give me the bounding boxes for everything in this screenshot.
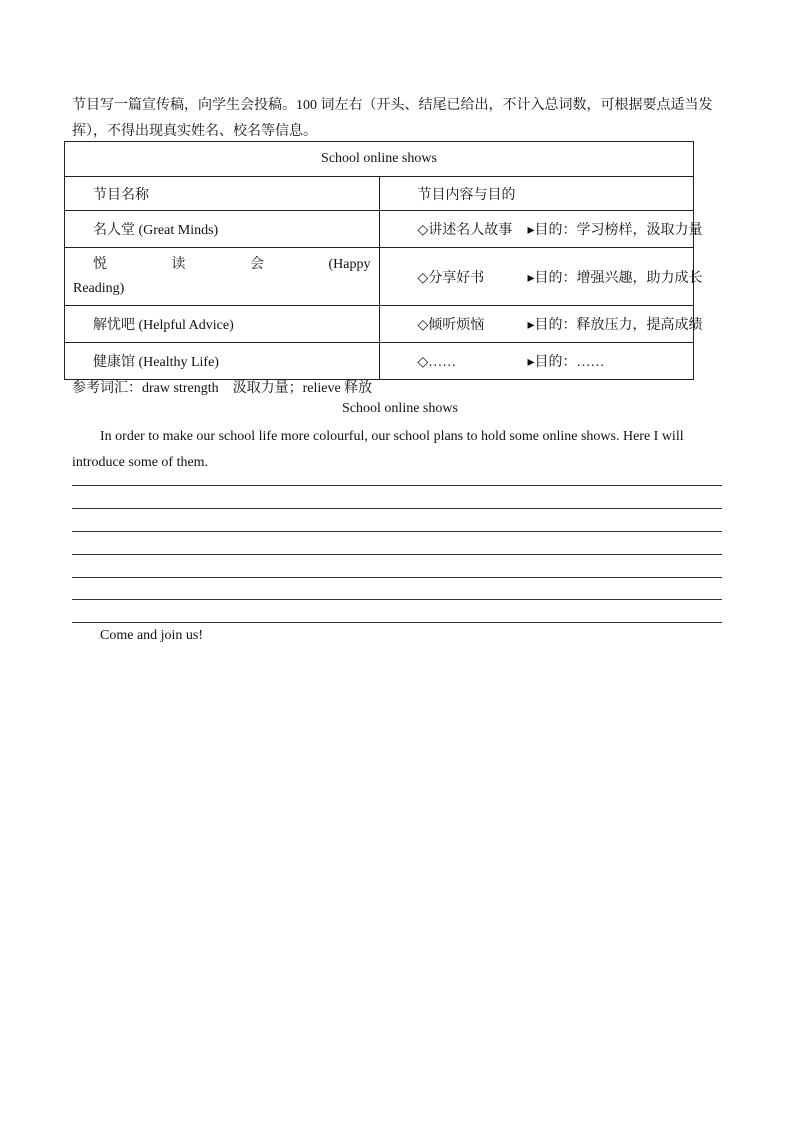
program-purpose: ▸目的：…… [527, 355, 605, 370]
instructions-line-2: 挥），不得出现真实姓名、校名等信息。 [72, 124, 317, 139]
program-content [379, 343, 694, 380]
program-content [379, 248, 703, 306]
program-content [379, 211, 703, 248]
essay-opening: In order to make our school life more colourful, our school plans to hold some online shows. Here I will introduce some of them. [72, 429, 684, 470]
answer-line[interactable] [72, 485, 722, 486]
program-name: 健康馆 (Healthy Life) [65, 343, 380, 380]
answer-line[interactable] [72, 622, 722, 623]
vocab-label: 参考词汇：draw strength [72, 381, 219, 396]
table-row [65, 343, 694, 380]
program-name-line-2: Reading) [73, 280, 125, 296]
header-program-name: 节目名称 [65, 177, 380, 211]
answer-line[interactable] [72, 599, 722, 600]
shows-table [64, 141, 703, 380]
reference-vocabulary [72, 377, 372, 397]
program-purpose: ▸目的：增强兴趣，助力成长 [527, 270, 703, 286]
table-row [65, 306, 694, 343]
program-purpose: ▸目的：学习榜样，汲取力量 [527, 223, 703, 238]
program-activity: ◇…… [417, 355, 457, 370]
program-name: 解忧吧 (Helpful Advice) [65, 306, 380, 343]
answer-line[interactable] [72, 508, 722, 509]
answer-line[interactable] [72, 531, 722, 532]
header-program-content: 节目内容与目的 [379, 177, 694, 211]
table-header-row [65, 177, 694, 211]
instructions [72, 93, 730, 145]
program-activity: ◇分享好书 [417, 270, 485, 286]
table-row [65, 248, 694, 306]
program-purpose: ▸目的：释放压力，提高成绩 [527, 318, 703, 333]
table-row [65, 211, 694, 248]
program-name-line-1: 悦 读 会 (Happy [93, 256, 371, 272]
program-name [65, 248, 380, 306]
program-content [379, 306, 703, 343]
essay-closing: Come and join us! [100, 628, 204, 643]
instructions-line-1: 节目写一篇宣传稿，向学生会投稿。100 词左右（开头、结尾已给出，不计入总词数，可根据要点适当发 [72, 98, 713, 113]
essay-title: School online shows [342, 401, 458, 416]
vocab-item: 汲取力量；relieve 释放 [232, 381, 373, 396]
answer-line[interactable] [72, 577, 722, 578]
program-name: 名人堂 (Great Minds) [65, 211, 380, 248]
program-activity: ◇讲述名人故事 [417, 223, 513, 238]
table-title: School online shows [65, 142, 694, 177]
answer-line[interactable] [72, 554, 722, 555]
program-activity: ◇倾听烦恼 [417, 318, 485, 333]
